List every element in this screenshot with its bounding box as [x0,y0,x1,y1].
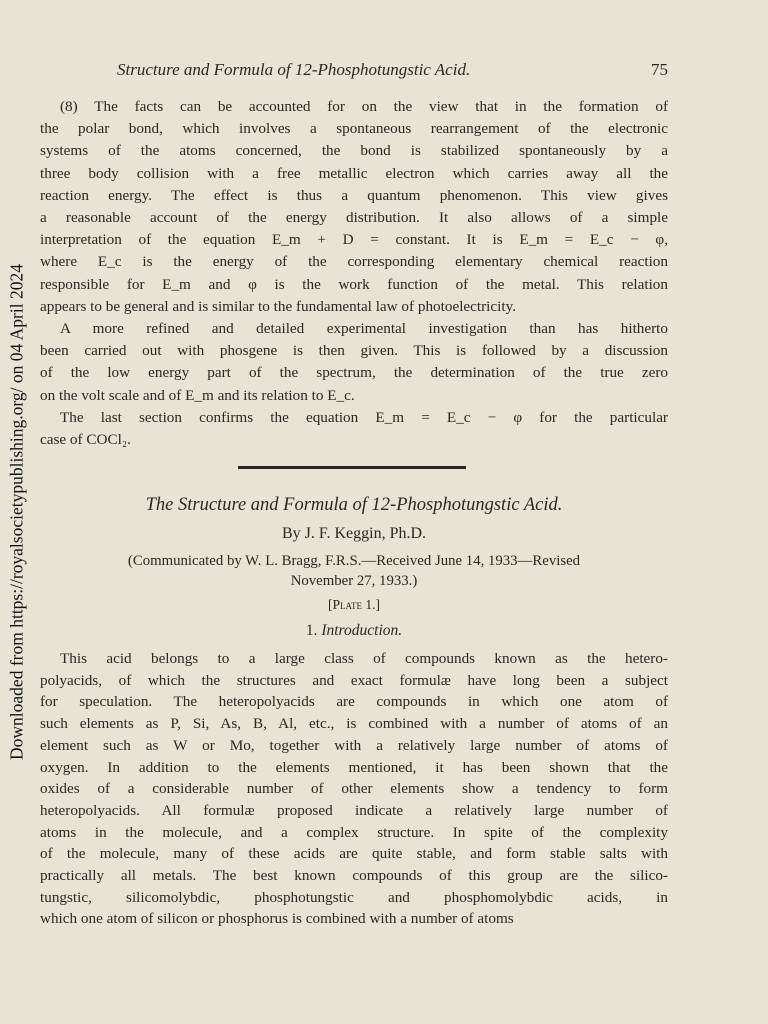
text-line: oxides of a considerable number of other elements show a tendency to form [40,780,668,798]
text-line: for speculation. The heteropolyacids are compounds in which one atom of [40,693,668,711]
text-line: tungstic, silicomolybdic, phosphotungstic and phosphomolybdic acids, in [40,888,668,906]
text-line: appears to be general and is similar to the fundamental law of photoelectricity. [40,297,516,315]
text-line: a reasonable account of the energy distribution. It also allows of a simple [40,209,668,227]
article-author: By J. F. Keggin, Ph.D. [281,525,427,542]
communication-line-1: (Communicated by W. L. Bragg, F.R.S.—Received June 14, 1933—Revised [127,553,581,569]
watermark-text: Downloaded from https://royalsocietypublishing.org/ on 04 April 2024 [6,264,27,760]
text-line: polyacids, of which the structures and exact formulæ have long been a subject [40,671,668,689]
text-line: of the low energy part of the spectrum, the determination of the true zero [40,364,668,382]
text-line: on the volt scale and of E_m and its relation to E_c. [40,386,355,404]
section-heading [40,622,668,640]
text-line: interpretation of the equation E_m + D = constant. It is E_m = E_c − φ, [40,231,668,249]
text-line: reaction energy. The effect is thus a quantum phenomenon. This view gives [40,186,668,204]
summary-paragraph-refined-investigation [40,318,668,407]
text-line: element such as W or Mo, together with a relatively large number of atoms of [40,736,668,754]
text-line: responsible for E_m and φ is the work function of the metal. This relation [40,275,668,293]
text-line: atoms in the molecule, and a complex structure. In spite of the complexity [40,823,668,841]
article-title: The Structure and Formula of 12-Phosphotungstic Acid. [145,495,563,515]
introduction-body [40,648,668,930]
text-line: of the molecule, many of these acids are quite stable, and form stable salts with [40,845,668,863]
text-line: which one atom of silicon or phosphorus is combined with a number of atoms [40,910,514,928]
text-line: This acid belongs to a large class of compounds known as the hetero- [60,650,668,667]
section-divider [238,466,466,469]
download-watermark [0,0,34,1024]
text-line: oxygen. In addition to the elements mentioned, it has been shown that the [40,758,668,776]
text-line: systems of the atoms concerned, the bond is stabilized spontaneously by a [40,142,668,160]
text-line: case of COCl₂. [40,431,131,449]
running-title: Structure and Formula of 12-Phosphotungstic Acid. [117,60,471,79]
summary-point-8 [40,96,668,318]
text-line: three body collision with a free metallic electron which carries away all the [40,164,668,182]
text-line: heteropolyacids. All formulæ proposed indicate a relatively large number of [40,801,668,819]
text-line: where E_c is the energy of the corresponding elementary chemical reaction [40,253,668,271]
text-line: been carried out with phosgene is then given. This is followed by a discussion [40,342,668,360]
text-line: A more refined and detailed experimental investigation than has hitherto [60,320,668,338]
page-header [40,60,668,82]
communication-line-2: November 27, 1933.) [290,573,418,589]
text-line: (8) The facts can be accounted for on the view that in the formation of [60,98,668,115]
summary-paragraph-last-section [40,407,668,451]
text-line: The last section confirms the equation E_m = E_c − φ for the particular [60,408,668,426]
section-title: Introduction. [321,622,403,639]
communication-note [40,551,668,591]
section-number: 1. [305,622,318,639]
plate-reference: [Plate 1.] [328,597,380,612]
page-number: 75 [651,60,668,79]
previous-article-summary [40,96,668,451]
text-line: such elements as P, Si, As, B, Al, etc., is combined with a number of atoms of an [40,715,668,733]
text-line: the polar bond, which involves a spontaneous rearrangement of the electronic [40,120,668,138]
text-line: practically all metals. The best known compounds of this group are the silico- [40,867,668,885]
